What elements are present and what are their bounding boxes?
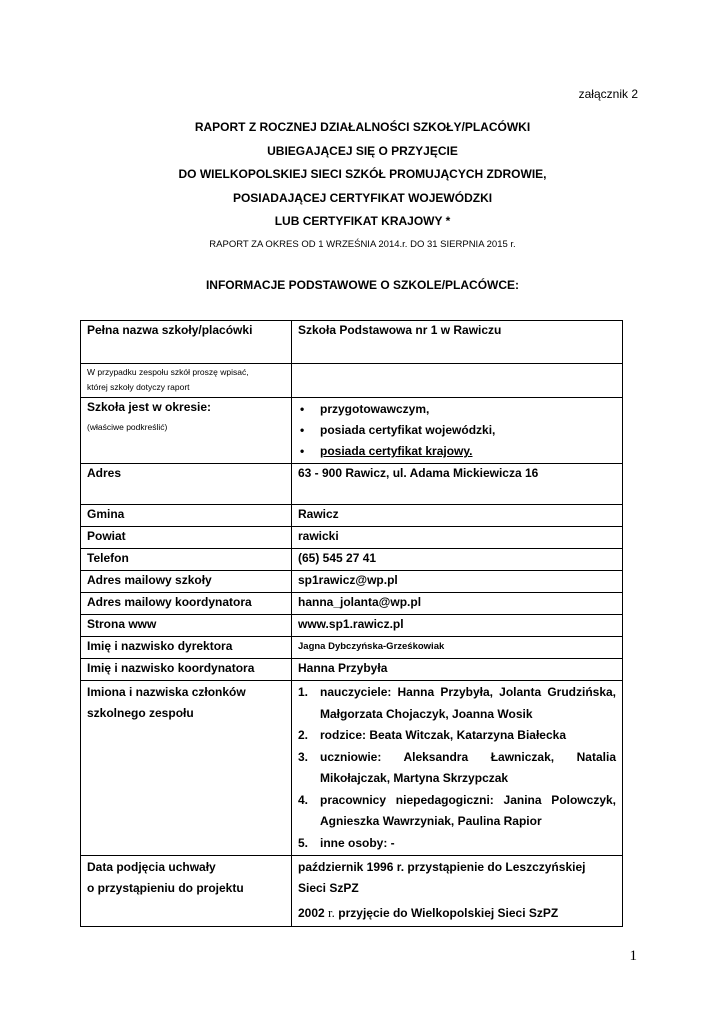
title-line: POSIADAJĄCEJ CERTYFIKAT WOJEWÓDZKI (232, 190, 493, 205)
list-item (298, 441, 616, 462)
section-heading: INFORMACJE PODSTAWOWE O SZKOLE/PLACÓWCE: (205, 278, 520, 292)
report-title (0, 116, 725, 234)
list-item: 3. uczniowie: Aleksandra Ławniczak, Natalia Mikołajczak, Martyna Skrzypczak (298, 749, 616, 785)
list-item: 4. pracownicy niepedagogiczni: Janina Polowczyk, Agnieszka Wawrzyniak, Paulina Rapior (298, 792, 616, 828)
resolution-label-line: Data podjęcia uchwały (87, 860, 216, 874)
team-label-line: Imiona i nazwiska członków (87, 685, 246, 699)
annex-label: załącznik 2 (578, 87, 638, 101)
resolution-label-line: o przystąpieniu do projektu (87, 881, 244, 895)
address-label: Adres (81, 464, 292, 505)
team-members (298, 682, 616, 854)
list-item: 2. rodzice: Beata Witczak, Katarzyna Białecka (298, 728, 566, 742)
table-row (81, 398, 623, 464)
school-email-label: Adres mailowy szkoły (81, 571, 292, 593)
table-row (81, 659, 623, 681)
team-label-cell (81, 681, 292, 856)
address-value: 63 - 900 Rawicz, ul. Adama Mickiewicza 16 (292, 464, 623, 505)
table-row (81, 364, 623, 398)
resolution-value-cell (292, 856, 623, 927)
complex-note-line: W przypadku zespołu szkół proszę wpisać, (87, 367, 249, 377)
table-row (81, 464, 623, 505)
team-members-cell (292, 681, 623, 856)
www-label: Strona www (81, 615, 292, 637)
title-line: LUB CERTYFIKAT KRAJOWY * (274, 214, 451, 228)
table-row (81, 856, 623, 927)
resolution-value-line: październik 1996 r. przystąpienie do Leszczyńskiej Sieci SzPZ (298, 860, 586, 895)
stage-options (298, 399, 616, 462)
table-row (81, 571, 623, 593)
list-item: • posiada certyfikat wojewódzki, (298, 420, 616, 441)
table-row (81, 637, 623, 659)
list-item: 1. nauczyciele: Hanna Przybyła, Jolanta Grudzińska, Małgorzata Chojaczyk, Joanna Wosik (298, 685, 616, 721)
table-row (81, 681, 623, 856)
powiat-value: rawicki (292, 527, 623, 549)
table-row (81, 321, 623, 364)
coordinator-value: Hanna Przybyła (292, 659, 623, 681)
stage-options-cell (292, 398, 623, 464)
resolution-label-cell (81, 856, 292, 927)
full-name-label: Pełna nazwa szkoły/placówki (81, 321, 292, 364)
report-period: RAPORT ZA OKRES OD 1 WRZEŚNIA 2014.r. DO 31 SIERPNIA 2015 r. (209, 239, 516, 250)
selected-stage: posiada certyfikat krajowy. (320, 444, 473, 458)
team-label-line: szkolnego zespołu (87, 706, 194, 720)
stage-note: (właściwe podkreślić) (87, 422, 168, 432)
table-row (81, 549, 623, 571)
resolution-value-line: 2002 r. przyjęcie do Wielkopolskiej Sieci SzPZ (298, 905, 559, 920)
school-email-value: sp1rawicz@wp.pl (292, 571, 623, 593)
table-row (81, 615, 623, 637)
complex-note-line: której szkoły dotyczy raport (87, 382, 190, 392)
powiat-label: Powiat (81, 527, 292, 549)
school-info-table (80, 320, 623, 927)
page-number: 1 (629, 948, 637, 964)
stage-label-cell (81, 398, 292, 464)
phone-label: Telefon (81, 549, 292, 571)
title-line: UBIEGAJĄCEJ SIĘ O PRZYJĘCIE (267, 143, 458, 158)
list-item: • przygotowawczym, (298, 399, 616, 420)
table-row (81, 505, 623, 527)
gmina-label: Gmina (81, 505, 292, 527)
director-label: Imię i nazwisko dyrektora (81, 637, 292, 659)
coordinator-email-value: hanna_jolanta@wp.pl (292, 593, 623, 615)
coordinator-label: Imię i nazwisko koordynatora (81, 659, 292, 681)
table-row (81, 593, 623, 615)
phone-value: (65) 545 27 41 (292, 549, 623, 571)
list-item: 5. inne osoby: - (298, 835, 395, 850)
director-value: Jagna Dybczyńska-Grześkowiak (292, 637, 623, 659)
complex-note (81, 364, 292, 398)
complex-note-value (292, 364, 623, 398)
stage-label: Szkoła jest w okresie: (87, 400, 212, 414)
title-line: RAPORT Z ROCZNEJ DZIAŁALNOŚCI SZKOŁY/PLACÓWKI (194, 120, 531, 134)
title-line: DO WIELKOPOLSKIEJ SIECI SZKÓŁ PROMUJĄCYCH ZDROWIE, (178, 167, 547, 181)
full-name-value: Szkoła Podstawowa nr 1 w Rawiczu (292, 321, 623, 364)
gmina-value: Rawicz (292, 505, 623, 527)
www-value: www.sp1.rawicz.pl (292, 615, 623, 637)
coordinator-email-label: Adres mailowy koordynatora (81, 593, 292, 615)
table-row (81, 527, 623, 549)
